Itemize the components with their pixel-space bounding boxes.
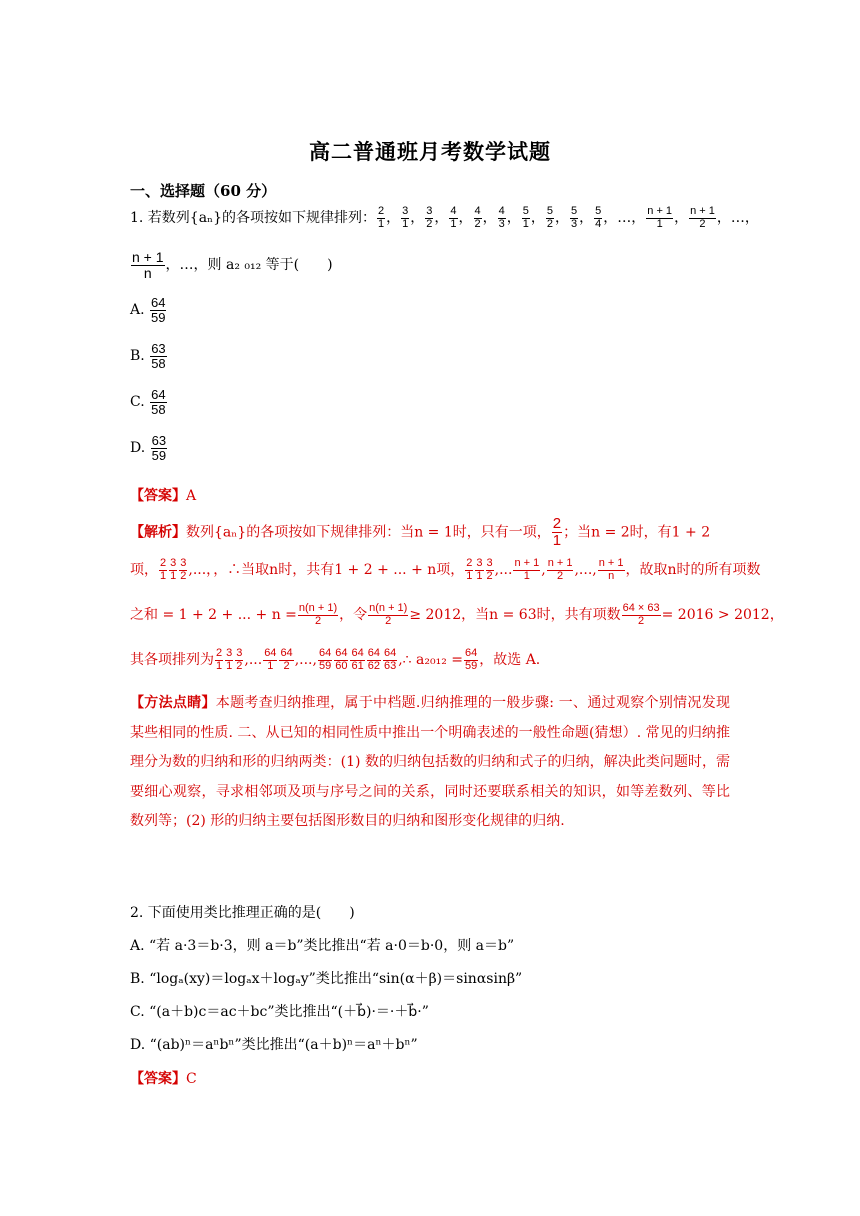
sequence-term-2: $\frac{3}{2}$	[426, 205, 433, 230]
question-1-stem: 1. 若数列{aₙ}的各项按如下规律排列： $\frac{2}{1}$ ， $\frac{3}{1}$ ， $\frac{3}{2}$ ， $\frac{4}{1}$ ， $\frac{4}{2}$ ， $\frac{4}{3}$ ， $\frac{5}{1}$ ， $\frac{5}{2}$ ， $\frac{5}{3}$ ， $\frac{5}{4}$ ，…， $\frac{n + 1}{1}$ ， $\frac{n + 1}{2}$ ，…，	[130, 205, 759, 230]
sequence-term-0: $\frac{2}{1}$	[378, 205, 385, 230]
question-1-intro: 1. 若数列{aₙ}的各项按如下规律排列：	[130, 210, 377, 227]
option-d: D. $\frac{63}{59}$	[130, 433, 167, 463]
sequence-general-terms: $\frac{n + 1}{1}$ ， $\frac{n + 1}{2}$ ，	[647, 205, 731, 230]
general-term-1: $\frac{n + 1}{2}$	[690, 205, 715, 230]
analysis-line-4: 其各项排列为 $\frac{2}{1}$ $\frac{3}{1}$ $\frac{3}{2}$ ,... $\frac{64}{1}$ $\frac{64}{2}$ ,..., $\frac{64}{59}$ $\frac{64}{60}$ $\frac{64}{61}$ $\frac{64}{62}$ $\frac{64}{63}$ ,∴ a₂₀₁₂ = $\frac{64}{59}$ ，故选 A.	[130, 647, 541, 672]
question-2-option-b: B. “logₐ(xy)＝logₐx＋logₐy”类比推出“sin(α＋β)＝sinαsinβ”	[130, 971, 523, 987]
sequence-term-5: $\frac{4}{3}$	[498, 205, 505, 230]
question-1-answer: 【答案】A	[130, 488, 197, 504]
page-title: 高二普通班月考数学试题	[309, 139, 551, 164]
general-term-0: $\frac{n + 1}{1}$	[647, 205, 673, 230]
question-2-option-d: D. “(ab)ⁿ＝aⁿbⁿ”类比推出“(a＋b)ⁿ＝aⁿ＋bⁿ”	[130, 1037, 418, 1053]
sequence-term-1: $\frac{3}{1}$	[402, 205, 409, 230]
sequence-term-6: $\frac{5}{1}$	[522, 205, 529, 230]
option-c: C. $\frac{64}{58}$	[130, 387, 166, 417]
analysis-line-3: 之和 = 1 + 2 + ... + n = $\frac{n(n + 1)}{2}$ ，令 $\frac{n(n + 1)}{2}$ ≥ 2012，当n = 63时，共有项数 $\frac{64 \times 63}{2}$ = 2016 > 2012，	[130, 602, 784, 627]
sequence-term-9: $\frac{5}{4}$	[595, 205, 602, 230]
question-1-stem-cont: $\frac{n + 1}{n}$ ，…，则 a₂ ₀₁₂ 等于( )	[132, 249, 333, 281]
sequence-term-8: $\frac{5}{3}$	[571, 205, 578, 230]
option-a: A. $\frac{64}{59}$	[130, 295, 166, 325]
question-2-stem: 2. 下面使用类比推理正确的是( )	[130, 905, 355, 921]
sequence-term-4: $\frac{4}{2}$	[474, 205, 481, 230]
section-heading: 一、选择题（60 分）	[130, 182, 277, 200]
method-paragraph: 【方法点睛】本题考查归纳推理，属于中档题.归纳推理的一般步骤: 一、通过观察个别情况发现某些相同的性质. 二、从已知的相同性质中推出一个明确表述的一般性命题(猜想）. 常见的归纳推理分为数的归纳和形的归纳两类：(1) 数的归纳包括数的归纳和式子的归纳，解决此类问题时，需要细心观察，寻求相邻项及项与序号之间的关系，同时还要联系相关的知识，如等差数列、等比数列等；(2) 形的归纳主要包括图形数目的归纳和图形变化规律的归纳.	[130, 695, 731, 830]
question-2-option-c: C. “(a＋b)c＝ac＋bc”类比推出“(＋b⃗)·＝·＋b⃗·”	[130, 1004, 429, 1020]
analysis-line-2: 项， $\frac{2}{1}$ $\frac{3}{1}$ $\frac{3}{2}$ ,...，，∴当取n时，共有1 + 2 + ... + n项， $\frac{2}{1}$ $\frac{3}{1}$ $\frac{3}{2}$ ,... $\frac{n + 1}{1}$ , $\frac{n + 1}{2}$ ,..., $\frac{n + 1}{n}$ ，故取n时的所有项数	[130, 557, 761, 582]
sequence-fractions: $\frac{2}{1}$ ， $\frac{3}{1}$ ， $\frac{3}{2}$ ， $\frac{4}{1}$ ， $\frac{4}{2}$ ， $\frac{4}{3}$ ， $\frac{5}{1}$ ， $\frac{5}{2}$ ， $\frac{5}{3}$ ， $\frac{5}{4}$ ，	[378, 205, 618, 230]
fraction-last-term: $\frac{n + 1}{n}$	[132, 249, 164, 281]
option-b: B. $\frac{63}{58}$	[130, 341, 166, 371]
analysis-line-1: 【解析】数列{aₙ}的各项按如下规律排列：当n = 1时，只有一项， $\frac{2}{1}$ ；当n = 2时，有1 + 2	[130, 515, 711, 549]
question-2-answer: 【答案】C	[130, 1071, 197, 1087]
question-2-option-a: A. “若 a·3＝b·3，则 a＝b”类比推出“若 a·0＝b·0，则 a＝b”	[130, 938, 515, 954]
sequence-term-3: $\frac{4}{1}$	[450, 205, 457, 230]
sequence-term-7: $\frac{5}{2}$	[546, 205, 554, 230]
